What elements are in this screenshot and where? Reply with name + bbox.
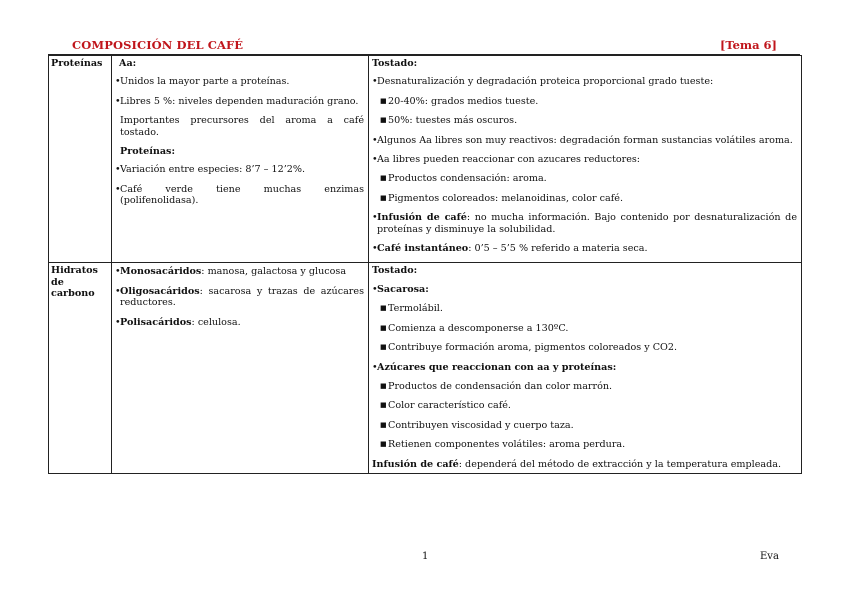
- list-item: • Infusión de café: no mucha información. Bajo contenido por desnaturalización de proteínas y disminuye la solubilidad.: [372, 212, 797, 235]
- section-heading: Proteínas:: [120, 146, 175, 158]
- green-coffee-cell: [112, 263, 369, 473]
- green-coffee-cell: [112, 56, 369, 263]
- row-label: Hidratos de carbono: [51, 265, 98, 300]
- topic-number: [Tema 6]: [719, 38, 777, 52]
- footer-author: Eva: [760, 551, 779, 562]
- list-item: • Azúcares que reaccionan con aa y proteínas:: [372, 361, 617, 373]
- list-subitem: ■ Color característico café.: [380, 400, 511, 412]
- list-item: • Café instantáneo: 0’5 – 5’5 % referido a materia seca.: [372, 243, 648, 255]
- list-item: • Monosacáridos: manosa, galactosa y glucosa: [115, 266, 347, 278]
- list-item: • Desnaturalización y degradación proteica proporcional grado tueste:: [372, 76, 714, 88]
- row-label-cell: [49, 263, 112, 473]
- list-item: • Café verde tiene muchas enzimas (polifenolidasa).: [115, 183, 364, 207]
- section-heading: Aa:: [119, 58, 137, 69]
- document-title: COMPOSICIÓN DEL CAFÉ: [72, 38, 244, 52]
- list-item: • Variación entre especies: 8’7 – 12’2%.: [115, 164, 306, 176]
- table-row-proteins: [49, 56, 802, 263]
- list-subitem: ■ Contribuye formación aroma, pigmentos coloreados y CO2.: [380, 342, 678, 354]
- list-item: • Algunos Aa libres son muy reactivos: degradación forman sustancias volátiles aroma.: [372, 134, 793, 146]
- infusion-note: Infusión de café: dependerá del método de extracción y la temperatura empleada.: [372, 458, 782, 470]
- page-number: 1: [422, 551, 429, 562]
- table-row-carbohydrates: [49, 263, 802, 473]
- roasted-coffee-cell: [369, 263, 802, 473]
- list-item: • Libres 5 %: niveles dependen maduración grano.: [115, 95, 359, 107]
- list-subitem: ■ Comienza a descomponerse a 130ºC.: [380, 322, 569, 334]
- list-item: • Unidos la mayor parte a proteínas.: [115, 76, 290, 88]
- list-item: • Polisacáridos: celulosa.: [115, 316, 241, 328]
- composition-table: [48, 55, 802, 474]
- list-subitem: ■ Contribuyen viscosidad y cuerpo taza.: [380, 419, 574, 431]
- list-subitem: ■ Termolábil.: [380, 303, 443, 315]
- list-subitem: ■ Pigmentos coloreados: melanoidinas, color café.: [380, 192, 624, 204]
- section-heading: Tostado:: [372, 265, 418, 277]
- section-heading: Tostado:: [372, 58, 418, 69]
- roasted-coffee-cell: [369, 56, 802, 263]
- list-subitem: ■ Retienen componentes volátiles: aroma perdura.: [380, 439, 626, 451]
- list-item: • Aa libres pueden reaccionar con azucares reductores:: [372, 154, 641, 166]
- row-label: Proteínas: [51, 58, 103, 69]
- list-subitem: ■ Productos de condensación dan color marrón.: [380, 380, 613, 392]
- list-item: • Sacarosa:: [372, 283, 429, 295]
- list-subitem: ■ 20-40%: grados medios tueste.: [380, 95, 539, 107]
- list-subitem: ■ Productos condensación: aroma.: [380, 173, 547, 185]
- note-text: Importantes precursores del aroma a café tostado.: [120, 115, 364, 138]
- row-label-cell: [49, 56, 112, 263]
- list-item: • Oligosacáridos: sacarosa y trazas de azúcares reductores.: [115, 285, 364, 309]
- list-subitem: ■ 50%: tuestes más oscuros.: [380, 115, 518, 127]
